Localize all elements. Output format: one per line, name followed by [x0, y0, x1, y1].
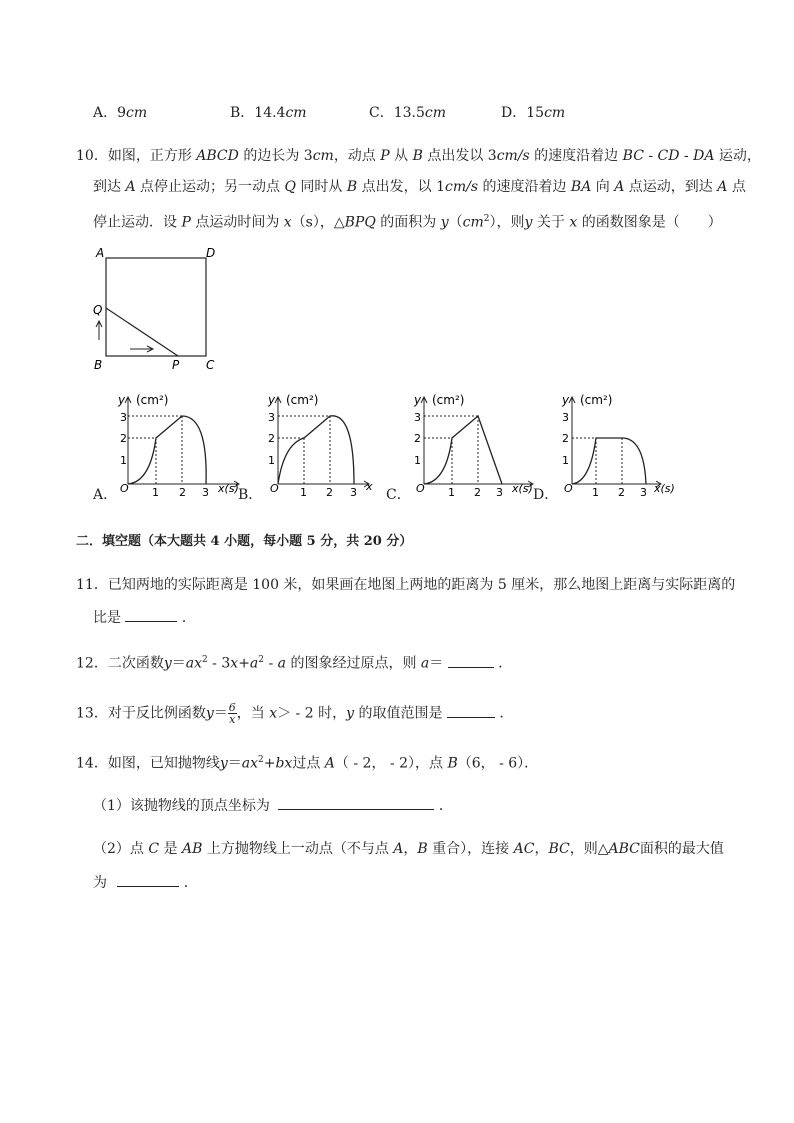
y-label: y — [414, 393, 422, 407]
y-unit: (cm²) — [136, 393, 169, 407]
x-label: x(s) — [218, 482, 239, 495]
x-tick-2: 2 — [179, 486, 186, 499]
y-tick-2: 2 — [120, 432, 127, 445]
x-tick-3: 3 — [202, 486, 209, 499]
label-p: P — [172, 358, 180, 372]
curve — [424, 416, 502, 484]
y-tick-3: 3 — [120, 411, 127, 424]
y-tick-2: 2 — [562, 432, 569, 445]
q11-line-1: 11．已知两地的实际距离是 100 米，如果画在地图上两地的距离为 5 厘米，那么地图上距离与实际距离的 — [76, 577, 736, 593]
label-a: A — [96, 246, 105, 260]
q9-option-d: D．15cm — [501, 105, 566, 121]
q13-answer-blank[interactable] — [447, 703, 495, 718]
y-tick-3: 3 — [562, 411, 569, 424]
q12-line: 12．二次函数$y=ax^2 - 3x+a^2 - a$ 的图象经过原点，则 a＝ ． — [76, 651, 512, 669]
y-tick-2: 2 — [414, 432, 421, 445]
x-label: x(s) — [654, 482, 675, 495]
x-tick-2: 2 — [474, 486, 481, 499]
y-label: y — [562, 393, 570, 407]
y-unit: (cm²) — [286, 393, 319, 407]
x-tick-3: 3 — [350, 486, 357, 499]
origin: O — [416, 482, 425, 495]
q11-line-2: 比是 ． — [93, 607, 196, 625]
label-d: D — [206, 246, 216, 260]
y-label: y — [268, 393, 276, 407]
x-tick-2: 2 — [326, 486, 333, 499]
y-unit: (cm²) — [432, 393, 465, 407]
q9-option-a: A．9cm — [93, 105, 148, 121]
q13-line: 13．对于反比例函数y＝ $\frac{6}{x}$ ，当 x＞ - 2 时，y 的取值范围是 ． — [76, 701, 514, 726]
graph-d-option: D． — [533, 487, 559, 503]
origin: O — [564, 482, 573, 495]
q14-sub1-answer-blank[interactable] — [278, 795, 434, 810]
y-tick-3: 3 — [414, 411, 421, 424]
graph-b — [256, 392, 396, 502]
curve — [572, 438, 646, 484]
x-label: x(s) — [512, 482, 533, 495]
x-tick-1: 1 — [152, 486, 159, 499]
x-tick-2: 2 — [618, 486, 625, 499]
y-tick-1: 1 — [120, 454, 127, 467]
y-tick-1: 1 — [268, 454, 275, 467]
x-tick-1: 1 — [448, 486, 455, 499]
y-tick-1: 1 — [562, 454, 569, 467]
q14-sub2-line-1: （2）点 C 是 AB 上方抛物线上一动点（不与点 A，B 重合），连接 AC，BC，则△ABC面积的最大值 — [93, 841, 724, 857]
q10-line-3: 停止运动．设 P 点运动时间为 x（s），△BPQ 的面积为 $y(cm^2)$，则y 关于 x 的函数图象是（ ） — [93, 214, 722, 231]
square-figure — [90, 242, 230, 377]
q12-answer-blank[interactable] — [448, 653, 494, 668]
curve — [278, 416, 354, 484]
fraction-6-over-x: $\frac{6}{x}$ — [228, 701, 236, 726]
q9-option-b: B．14.4cm — [230, 105, 307, 121]
x-label: x — [366, 480, 373, 493]
label-q: Q — [93, 303, 103, 317]
q9-option-c: C．13.5cm — [369, 105, 447, 121]
label-c: C — [206, 358, 215, 372]
y-tick-2: 2 — [268, 432, 275, 445]
label-b: B — [94, 358, 103, 372]
q10-line-1: 10．如图，正方形 ABCD 的边长为 3cm，动点 P 从 B 点出发以 3cm/s 的速度沿着边 BC - CD - DA 运动， — [76, 148, 761, 164]
graph-b-option: B． — [238, 487, 263, 503]
y-label: y — [118, 393, 126, 407]
graph-d — [550, 392, 690, 502]
q14-line: 14．如图，已知抛物线$y=ax^2+bx$过点 A（ - 2， - 2），点 B（6， - 6）． — [76, 755, 539, 772]
q14-sub2-line-2: 为 ． — [93, 872, 198, 890]
curve — [128, 416, 206, 484]
section-2-heading: 二．填空题（本大题共 4 小题，每小题 5 分，共 20 分） — [76, 534, 413, 549]
origin: O — [120, 482, 129, 495]
graph-c — [402, 392, 542, 502]
q10-line-2: 到达 A 点停止运动；另一动点 Q 同时从 B 点出发，以 1cm/s 的速度沿着边 BA 向 A 点运动，到达 A 点 — [93, 179, 746, 195]
origin: O — [270, 482, 279, 495]
graph-a — [110, 392, 250, 502]
x-tick-3: 3 — [640, 486, 647, 499]
y-unit: (cm²) — [580, 393, 613, 407]
q14-sub1: （1）该抛物线的顶点坐标为 ． — [93, 795, 453, 813]
q11-answer-blank[interactable] — [125, 607, 177, 622]
graph-a-option: A． — [93, 487, 118, 503]
y-tick-3: 3 — [268, 411, 275, 424]
x-tick-1: 1 — [300, 486, 307, 499]
x-tick-3: 3 — [496, 486, 503, 499]
x-tick-1: 1 — [592, 486, 599, 499]
graph-c-option: C． — [386, 487, 411, 503]
q14-sub2-answer-blank[interactable] — [117, 872, 179, 887]
y-tick-1: 1 — [414, 454, 421, 467]
